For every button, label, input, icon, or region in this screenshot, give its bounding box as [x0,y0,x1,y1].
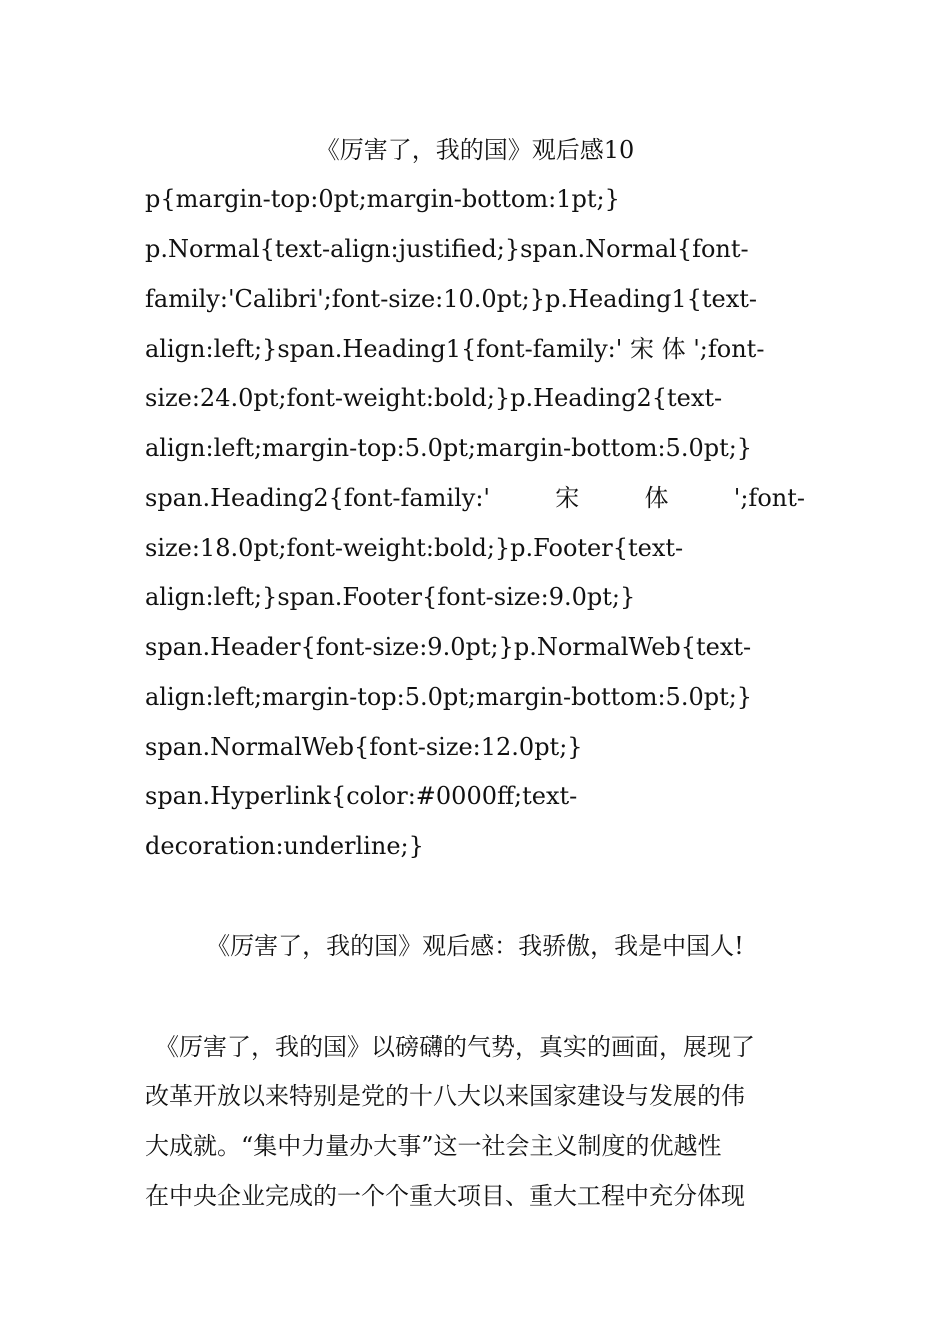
css-text-line-7-part-3: 体 [644,484,669,512]
css-text-line-10: span.Header{font-size:9.0pt;}p.NormalWeb{text- [145,633,752,661]
body-paragraph-line-2: 改革开放以来特别是党的十八大以来国家建设与发展的伟 [145,1082,745,1110]
css-text-line-13: span.Hyperlink{color:#0000ff;text- [145,782,578,810]
css-text-line-7-part-4: ';font- [733,484,805,512]
css-text-line-3: family:'Calibri';font-size:10.0pt;}p.Heading1{text- [145,285,757,313]
css-text-line-14: decoration:underline;} [145,832,424,860]
css-text-line-5: size:24.0pt;font-weight:bold;}p.Heading2{text- [145,384,723,412]
body-paragraph-line-4: 在中央企业完成的一个个重大项目、重大工程中充分体现 [145,1182,745,1210]
css-text-line-11: align:left;margin-top:5.0pt;margin-bottom:5.0pt;} [145,683,753,711]
css-text-line-7 [145,483,805,513]
css-text-line-4: align:left;}span.Heading1{font-family:' 宋 体 ';font- [145,335,765,363]
body-paragraph-line-1: 《厉害了，我的国》以磅礴的气势，真实的画面，展现了 [155,1033,755,1061]
css-text-line-12: span.NormalWeb{font-size:12.0pt;} [145,733,583,761]
css-text-line-7-part-2: 宋 [555,484,580,512]
css-text-line-2: p.Normal{text-align:justified;}span.Normal{font- [145,235,749,263]
css-text-line-8: size:18.0pt;font-weight:bold;}p.Footer{text- [145,534,684,562]
css-text-line-7-part-1: span.Heading2{font-family:' [145,484,490,512]
document-title: 《厉害了，我的国》观后感10 [315,136,635,164]
css-text-line-6: align:left;margin-top:5.0pt;margin-bottom:5.0pt;} [145,434,753,462]
article-subtitle: 《厉害了，我的国》观后感：我骄傲，我是中国人! [206,932,744,960]
body-paragraph-line-3: 大成就。“集中力量办大事”这一社会主义制度的优越性 [145,1132,722,1160]
css-text-line-9: align:left;}span.Footer{font-size:9.0pt;} [145,583,636,611]
css-text-line-1: p{margin-top:0pt;margin-bottom:1pt;} [145,185,620,213]
